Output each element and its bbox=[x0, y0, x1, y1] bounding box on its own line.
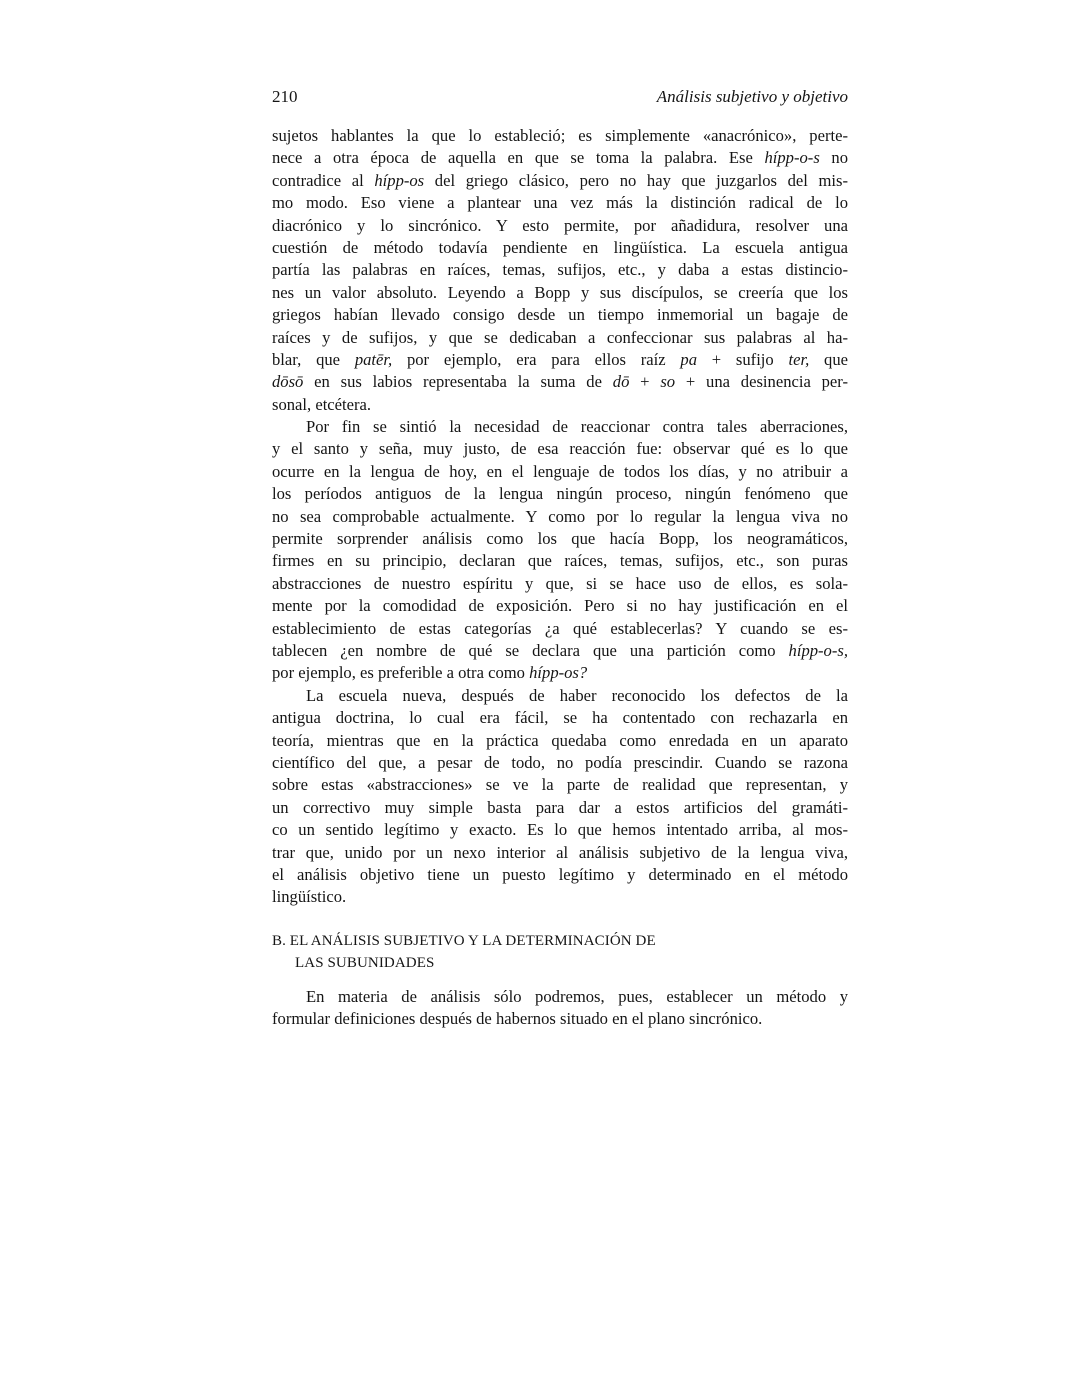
paragraph bbox=[272, 685, 848, 909]
text-line: científico del que, a pesar de todo, no podía prescindir. Cuando se razona bbox=[272, 752, 848, 772]
text-line: trar que, unido por un nexo interior al análisis subjetivo de la lengua viva, bbox=[272, 842, 848, 862]
text-line: sujetos hablantes la que lo estableció; es simplemente «anacrónico», perte- bbox=[272, 126, 848, 145]
text-line: mo modo. Eso viene a plantear una vez más la distinción radical de lo bbox=[272, 193, 848, 213]
text-line: partía las palabras en raíces, temas, sufijos, etc., y daba a estas distincio- bbox=[272, 260, 848, 280]
text-line: nece a otra época de aquella en que se toma la palabra. Ese hípp-o-s no bbox=[272, 148, 848, 168]
text-line: En materia de análisis sólo podremos, pues, establecer un método y bbox=[306, 986, 848, 1006]
text-column bbox=[272, 86, 848, 1030]
text-line: dōsō en sus labios representaba la suma de dō + so + una desinencia per- bbox=[272, 372, 848, 392]
text-line: tablecen ¿en nombre de qué se declara que una partición como hípp-o-s, bbox=[272, 640, 848, 660]
running-header: Análisis subjetivo y objetivo bbox=[656, 87, 848, 106]
text-line: Por fin se sintió la necesidad de reaccionar contra tales aberraciones, bbox=[306, 417, 848, 437]
text-line: el análisis objetivo tiene un puesto legítimo y determinado en el método bbox=[272, 864, 848, 884]
text-line: griegos habían llevado consigo desde un tiempo inmemorial un bagaje de bbox=[272, 305, 848, 325]
heading-line: B. EL ANÁLISIS SUBJETIVO Y LA DETERMINACIÓN DE bbox=[272, 932, 656, 949]
text-line: firmes en su principio, declaran que raíces, temas, sufijos, etc., son puras bbox=[272, 551, 848, 571]
text-line: los períodos antiguos de la lengua ningún proceso, ningún fenómeno que bbox=[272, 484, 848, 504]
section-heading bbox=[272, 930, 848, 974]
text-line: establecimiento de estas categorías ¿a qué establecerlas? Y cuando se es- bbox=[272, 618, 848, 638]
text-line: blar, que patēr, por ejemplo, era para ellos raíz pa + sufijo ter, que bbox=[272, 349, 848, 369]
text-line: un correctivo muy simple basta para dar a estos artificios del gramáti- bbox=[272, 797, 848, 817]
page-header bbox=[272, 86, 848, 108]
text-line: lingüístico. bbox=[272, 887, 347, 907]
text-body bbox=[272, 125, 848, 1030]
text-line: raíces y de sufijos, y que se dedicaban a confeccionar sus palabras al ha- bbox=[272, 327, 848, 347]
text-line: sonal, etcétera. bbox=[272, 394, 372, 414]
text-line: mente por la comodidad de exposición. Pero si no hay justificación en el bbox=[272, 596, 848, 616]
text-line: co un sentido legítimo y exacto. Es lo que hemos intentado arriba, al mos- bbox=[272, 820, 848, 840]
paragraph bbox=[272, 125, 848, 416]
text-line: permite sorprender análisis como los que hacía Bopp, los neogramáticos, bbox=[272, 529, 848, 549]
text-line: cuestión de método todavía pendiente en lingüística. La escuela antigua bbox=[272, 237, 848, 257]
text-line: contradice al hípp-os del griego clásico, pero no hay que juzgarlos del mis- bbox=[272, 170, 848, 190]
text-line: nes un valor absoluto. Leyendo a Bopp y sus discípulos, se creería que los bbox=[272, 282, 848, 302]
text-line: por ejemplo, es preferible a otra como hípp-os? bbox=[272, 663, 588, 683]
text-line: no sea comprobable actualmente. Y como por lo regular la lengua viva no bbox=[272, 506, 848, 526]
text-line: formular definiciones después de habernos situado en el plano sincrónico. bbox=[272, 1009, 763, 1029]
text-line: teoría, mientras que en la práctica quedaba como enredada en un aparato bbox=[272, 730, 848, 750]
paragraph bbox=[272, 986, 848, 1031]
text-line: sobre estas «abstracciones» se ve la parte de realidad que representan, y bbox=[272, 775, 848, 795]
paragraph bbox=[272, 416, 848, 685]
text-line: antigua doctrina, lo cual era fácil, se ha contentado con rechazarla en bbox=[272, 708, 848, 728]
text-line: ocurre en la lengua de hoy, en el lenguaje de todos los días, y no atribuir a bbox=[272, 461, 848, 481]
page-number: 210 bbox=[272, 87, 298, 106]
text-line: y el santo y seña, muy justo, de esa reacción fue: observar qué es lo que bbox=[272, 439, 848, 459]
text-line: abstracciones de nuestro espíritu y que, si se hace uso de ellos, es sola- bbox=[272, 573, 848, 593]
heading-line: LAS SUBUNIDADES bbox=[295, 954, 435, 971]
text-line: La escuela nueva, después de haber reconocido los defectos de la bbox=[306, 685, 848, 705]
text-line: diacrónico y lo sincrónico. Y esto permite, por añadidura, resolver una bbox=[272, 215, 848, 235]
